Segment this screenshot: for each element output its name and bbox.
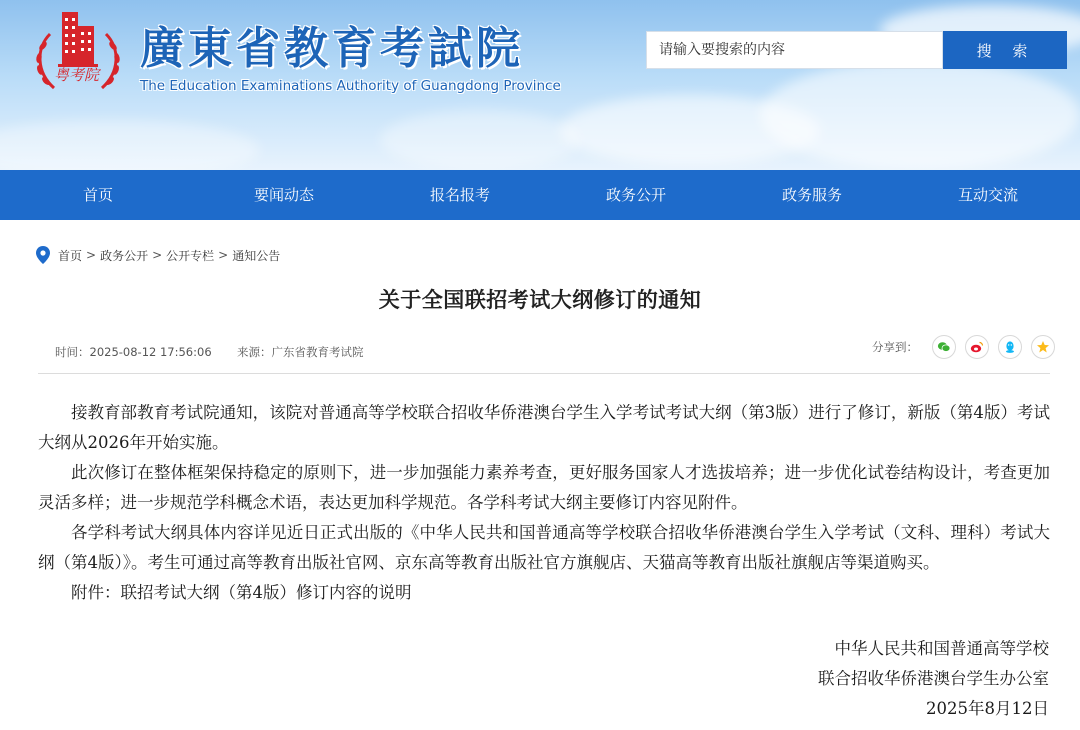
header-cloud: [760, 60, 1080, 170]
site-header: [0, 0, 1080, 170]
qzone-icon[interactable]: [1031, 335, 1055, 359]
signature-date: 2025年8月12日: [926, 699, 1049, 718]
article-body: [38, 398, 1050, 608]
article-title: 关于全国联招考试大纲修订的通知: [378, 287, 702, 312]
nav-item-registration[interactable]: 报名报考: [429, 186, 490, 204]
nav-item-home[interactable]: 首页: [82, 186, 113, 204]
breadcrumb-public-column[interactable]: 公开专栏: [166, 248, 215, 263]
article-attachment-link[interactable]: 附件：联招考试大纲（第4版）修订内容的说明: [71, 583, 412, 602]
article-signature: [818, 634, 1049, 724]
header-cloud: [380, 110, 580, 170]
article-paragraph: 此次修订在整体框架保持稳定的原则下，进一步加强能力素养考查，更好服务国家人才选拔培养；进一步优化试卷结构设计，考查更加灵活多样；进一步规范学科概念术语，表达更加科学规范。各学科考试大纲主要修订内容见附件。: [38, 463, 1050, 512]
search-input[interactable]: [646, 31, 943, 69]
site-logo-icon[interactable]: [28, 6, 128, 106]
nav-item-interaction[interactable]: 互动交流: [957, 186, 1018, 204]
signature-line: 联合招收华侨港澳台学生办公室: [818, 669, 1049, 688]
article-time: 时间：2025-08-12 17:56:06: [55, 345, 212, 359]
article-divider: [38, 373, 1050, 374]
article-meta: [55, 344, 363, 360]
nav-item-news[interactable]: 要闻动态: [253, 186, 314, 204]
breadcrumb-home[interactable]: 首页: [58, 248, 83, 263]
breadcrumb-separator: >: [86, 248, 97, 262]
article-paragraph: 接教育部教育考试院通知，该院对普通高等学校联合招收华侨港澳台学生入学考试考试大纲（第3版）进行了修订，新版（第4版）考试大纲从2026年开始实施。: [38, 403, 1050, 452]
weibo-icon[interactable]: [965, 335, 989, 359]
article-source: 来源：广东省教育考试院: [236, 345, 364, 359]
breadcrumb-government-affairs[interactable]: 政务公开: [100, 248, 149, 263]
breadcrumb-notices[interactable]: 通知公告: [232, 248, 281, 263]
wechat-icon[interactable]: [932, 335, 956, 359]
breadcrumb: [36, 246, 280, 264]
search-button[interactable]: 搜 索: [943, 31, 1067, 69]
location-pin-icon: [36, 246, 50, 264]
qq-icon[interactable]: [998, 335, 1022, 359]
site-title[interactable]: 廣東省教育考試院: [140, 23, 524, 74]
site-subtitle: The Education Examinations Authority of Guangdong Province: [140, 78, 561, 94]
logo-text: 粤考院: [54, 66, 100, 84]
article-paragraph: 各学科考试大纲具体内容详见近日正式出版的《中华人民共和国普通高等学校联合招收华侨港澳台学生入学考试（文科、理科）考试大纲（第4版）》。考生可通过高等教育出版社官网、京东高等教育出版社官方旗舰店、天猫高等教育出版社旗舰店等渠道购买。: [38, 523, 1050, 572]
nav-item-government-affairs[interactable]: 政务公开: [605, 186, 666, 204]
header-cloud: [0, 120, 260, 170]
breadcrumb-separator: >: [152, 248, 163, 262]
share-label: 分享到：: [872, 340, 918, 354]
main-nav: [0, 170, 1080, 220]
signature-line: 中华人民共和国普通高等学校: [834, 639, 1049, 658]
breadcrumb-separator: >: [218, 248, 229, 262]
share-bar: [872, 335, 1064, 359]
nav-item-government-services[interactable]: 政务服务: [781, 186, 842, 204]
